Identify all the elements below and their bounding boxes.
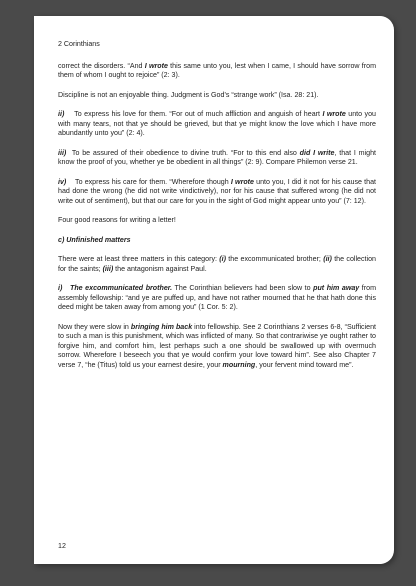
body-text: correct the disorders. “And xyxy=(58,61,145,70)
emphasis-text: i) The excommunicated brother. xyxy=(58,284,173,292)
emphasis-text: I wrote xyxy=(230,177,254,186)
paragraph xyxy=(58,323,376,371)
emphasis-text: (iii) xyxy=(102,264,114,273)
paragraph xyxy=(58,236,376,246)
emphasis-text: I wrote xyxy=(322,110,346,118)
paragraph xyxy=(58,91,376,101)
emphasis-text: ii) xyxy=(58,110,65,118)
body-text: the excommunicated brother; xyxy=(225,255,324,263)
body-text: , that I might know the proof of you, whether ye be obedient in all things” (2: 9). Compare Philemon verse 21. xyxy=(58,148,376,166)
body-text: unto you with many tears, not that ye should be grieved, but that ye might know the love which I have more abundantly unto you” (2: 4). xyxy=(58,110,376,137)
body-text: Discipline is not an enjoyable thing. Judgment is God’s “strange work” (Isa. 28: 21). xyxy=(58,90,319,99)
paragraph xyxy=(58,110,376,139)
emphasis-text: c) Unfinished matters xyxy=(58,235,131,244)
emphasis-text: iii) xyxy=(58,148,67,157)
emphasis-text: mourning xyxy=(222,360,256,369)
body-text: this same unto you, lest when I came, I should have sorrow from them of whom I ought to rejoice” (2: 3). xyxy=(58,61,376,79)
emphasis-text: I wrote xyxy=(144,61,168,70)
body-text: the collection for the saints; xyxy=(58,255,376,273)
body-text: the antagonism against Paul. xyxy=(113,264,207,273)
page-number: 12 xyxy=(58,542,66,550)
running-head: 2 Corinthians xyxy=(58,40,100,48)
body-text: from assembly fellowship: “and ye are puffed up, and have not rather mourned that he that hath done this deed might be taken away from among you” (1 Cor. 5: 2). xyxy=(58,284,376,311)
body-text: To be assured of their obedience to divine truth. “For to this end also xyxy=(66,148,300,157)
emphasis-text: put him away xyxy=(313,284,360,292)
body-text: unto you, I did it not for his cause that had done the wrong (he did not write vindictively), nor for his cause that suffered wrong (he did not write out of sentiment), but that our care for you in the sight of God might appear unto you” (7: 12). xyxy=(58,177,376,205)
text-column xyxy=(58,62,376,371)
paragraph xyxy=(58,216,376,226)
emphasis-text: iv) xyxy=(58,177,67,186)
paragraph xyxy=(58,284,376,313)
body-text: into fellowship. See 2 Corinthians 2 verses 6-8, “Sufficient to such a man is this punishment, which was inflicted of many. So that contrariwise ye ought rather to forgive him, and comfort him, lest perhaps such a one should be swallowed up with overmuch sorrow. Wherefore I beseech you that ye would confirm your love toward him”. See also Chapter 7 verse 7, “he (Titus) told us your earnest desire, your xyxy=(58,322,377,369)
paragraph xyxy=(58,178,376,207)
paragraph xyxy=(58,62,376,81)
body-text: To express his care for them. “Wherefore though xyxy=(66,177,231,186)
body-text: To express his love for them. “For out of much affliction and anguish of heart xyxy=(64,110,323,118)
paragraph xyxy=(58,255,376,274)
emphasis-text: bringing him back xyxy=(130,322,193,331)
emphasis-text: did I write xyxy=(299,148,335,157)
body-text: , your fervent mind toward me”. xyxy=(255,360,354,369)
paragraph xyxy=(58,149,376,168)
body-text: Four good reasons for writing a letter! xyxy=(58,216,176,224)
page-body xyxy=(58,40,376,370)
body-text: There were at least three matters in this category: xyxy=(58,255,220,263)
body-text: Now they were slow in xyxy=(58,322,131,331)
emphasis-text: (ii) xyxy=(323,255,332,263)
emphasis-text: (i) xyxy=(219,255,226,263)
book-page xyxy=(34,16,394,564)
body-text: The Corinthian believers had been slow to xyxy=(172,284,314,292)
